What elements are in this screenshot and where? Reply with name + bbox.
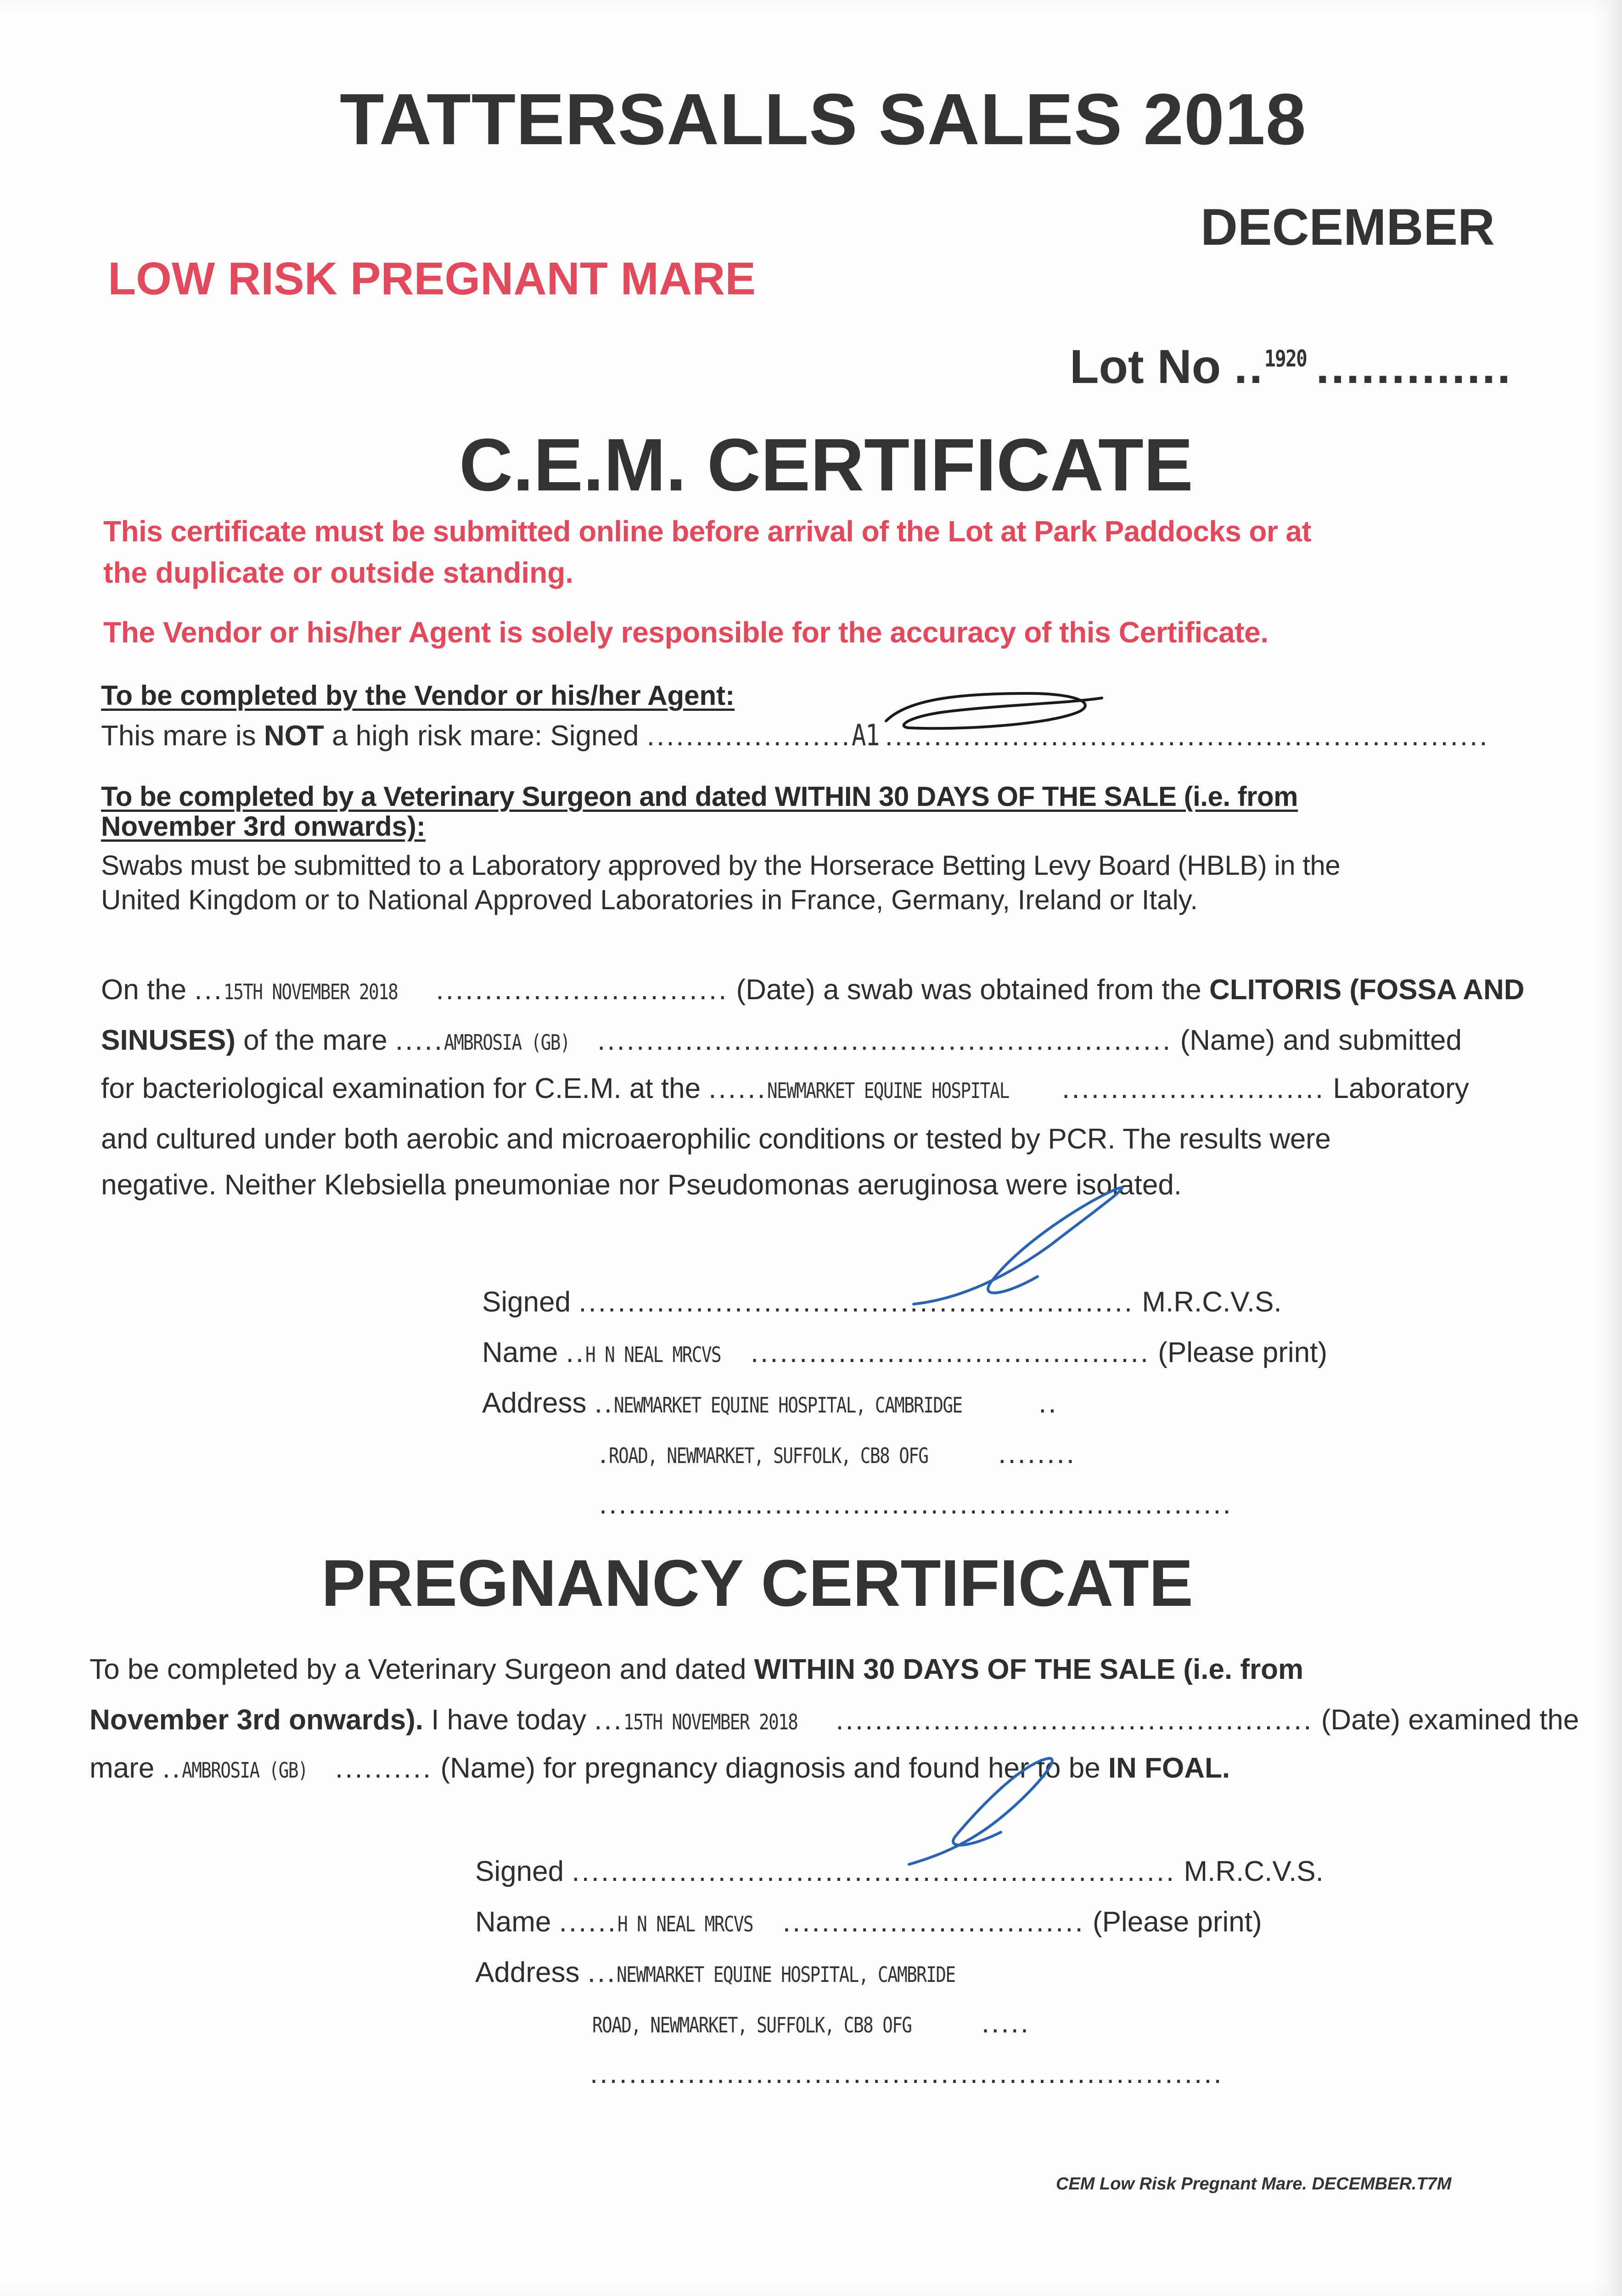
vendor-statement: This mare is NOT a high risk mare: Signed .....................A1 .............................................................. — [101, 719, 1489, 753]
cem-name-line: Name ..H N NEAL MRCVS ......................................... (Please print) — [482, 1337, 1327, 1368]
pregnancy-name-line: Name ......H N NEAL MRCVS ............................... (Please print) — [475, 1906, 1262, 1938]
date-clause: (Date) a swab was obtained from the — [736, 974, 1201, 1006]
laboratory-label: Laboratory — [1333, 1073, 1469, 1104]
swab-date-line: On the ...15TH NOVEMBER 2018 .............................. (Date) a swab was obtained from the CLITORIS (FOSSA AND — [101, 974, 1525, 1006]
mare-category: LOW RISK PREGNANT MARE — [108, 253, 756, 304]
cultured-text-2: negative. Neither Klebsiella pneumoniae nor Pseudomonas aeruginosa were isolated. — [101, 1169, 1182, 1201]
exam-date: 15TH NOVEMBER 2018 — [623, 1710, 798, 1734]
pregnancy-address-label: Address — [475, 1957, 580, 1988]
swabs-instruction-1: Swabs must be submitted to a Laboratory approved by the Horserace Betting Levy Board (HBLB) in the — [101, 850, 1341, 881]
pregnancy-mrcvs-label: M.R.C.V.S. — [1184, 1856, 1324, 1887]
pregnancy-within-text: WITHIN 30 DAYS OF THE SALE (i.e. from — [754, 1654, 1304, 1685]
footer-form-code: CEM Low Risk Pregnant Mare. DECEMBER.T7M — [1056, 2174, 1452, 2194]
vendor-initials: A1 — [851, 719, 879, 753]
pregnancy-november-text: November 3rd onwards). — [90, 1704, 423, 1736]
vendor-section-heading: To be completed by the Vendor or his/her Agent: — [101, 680, 735, 711]
pregnancy-address-line-1: Address ...NEWMARKET EQUINE HOSPITAL, CAMBRIDE — [475, 1957, 955, 1988]
of-the-mare-label: of the mare — [243, 1024, 387, 1056]
pregnancy-heading: PREGNANCY CERTIFICATE — [321, 1546, 1193, 1620]
cem-vet-name: H N NEAL MRCVS — [585, 1342, 721, 1367]
vendor-statement-text: This mare is — [101, 720, 264, 752]
pregnancy-address-blank-line: ................................................................. — [590, 2058, 1224, 2089]
in-foal-text: IN FOAL. — [1108, 1752, 1230, 1784]
pregnancy-address-line-2: ROAD, NEWMARKET, SUFFOLK, CB8 OFG ..... — [592, 2007, 1031, 2039]
cem-signed-line: Signed ......................................................... M.R.C.V.S. — [482, 1286, 1282, 1318]
pregnancy-date-clause: (Date) examined the — [1321, 1704, 1579, 1736]
cem-signed-label: Signed — [482, 1286, 571, 1318]
pregnancy-intro-line-2: November 3rd onwards). I have today ...15TH NOVEMBER 2018 ................................................. (Date) examined the — [90, 1704, 1579, 1736]
cem-please-print: (Please print) — [1158, 1337, 1327, 1368]
pregnancy-name-label: Name — [475, 1906, 551, 1938]
lot-number: 1920 — [1264, 345, 1307, 372]
document-title: TATTERSALLS SALES 2018 — [340, 79, 1307, 160]
pregnancy-mare-line: mare ..AMBROSIA (GB) .......... (Name) for pregnancy diagnosis and found her to be IN FOAL. — [90, 1752, 1230, 1784]
vendor-signed-label: a high risk mare: Signed — [324, 720, 639, 752]
bacterio-text: for bacteriological examination for C.E.M. at the — [101, 1073, 701, 1104]
pregnancy-address-1: NEWMARKET EQUINE HOSPITAL, CAMBRIDE — [617, 1962, 955, 1987]
cem-name-label: Name — [482, 1337, 558, 1368]
vendor-signature — [881, 684, 1120, 739]
submission-warning-line-2: the duplicate or outside standing. — [103, 556, 574, 589]
pregnancy-i-have-today: I have today — [423, 1704, 586, 1736]
pregnancy-intro-line-1 — [90, 1653, 1303, 1686]
pregnancy-mare-name: AMBROSIA (GB) — [181, 1758, 308, 1783]
pregnancy-signed-label: Signed — [475, 1856, 564, 1887]
cem-address-blank-line: ................................................................. — [599, 1488, 1233, 1520]
cem-address-1: NEWMARKET EQUINE HOSPITAL, CAMBRIDGE — [614, 1393, 962, 1418]
vet-section-heading-1: To be completed by a Veterinary Surgeon and dated WITHIN 30 DAYS OF THE SALE (i.e. from — [101, 781, 1298, 812]
pregnancy-mare-label: mare — [90, 1752, 155, 1784]
pregnancy-vet-name: H N NEAL MRCVS — [617, 1912, 753, 1936]
clitoris-text: CLITORIS (FOSSA AND — [1209, 974, 1525, 1006]
cem-mare-name: AMBROSIA (GB) — [444, 1030, 570, 1055]
sinuses-text: SINUSES) — [101, 1024, 236, 1056]
pregnancy-address-2: ROAD, NEWMARKET, SUFFOLK, CB8 OFG — [592, 2013, 912, 2037]
swabs-instruction-2: United Kingdom or to National Approved Laboratories in France, Germany, Ireland or Italy. — [101, 884, 1198, 915]
lab-name: NEWMARKET EQUINE HOSPITAL — [767, 1078, 1009, 1103]
pregnancy-intro-text: To be completed by a Veterinary Surgeon and dated — [90, 1654, 746, 1685]
lot-label: Lot No — [1070, 340, 1221, 394]
lot-number-line: Lot No ..1920 ............. — [1070, 340, 1512, 394]
swab-date: 15TH NOVEMBER 2018 — [224, 979, 398, 1004]
name-clause: (Name) and submitted — [1180, 1024, 1462, 1056]
laboratory-line: for bacteriological examination for C.E.M. at the ......NEWMARKET EQUINE HOSPITAL ........................... Laboratory — [101, 1073, 1469, 1104]
cem-mrcvs-label: M.R.C.V.S. — [1142, 1286, 1282, 1318]
vet-section-heading-2: November 3rd onwards): — [101, 811, 426, 842]
pregnancy-name-clause: (Name) for pregnancy diagnosis and found her to be — [440, 1752, 1100, 1784]
pregnancy-signed-line: Signed .............................................................. M.R.C.V.S. — [475, 1856, 1324, 1887]
mare-name-line: SINUSES) of the mare .....AMBROSIA (GB) ........................................................... (Name) and submitted — [101, 1024, 1462, 1056]
sale-month: DECEMBER — [1201, 198, 1495, 256]
submission-warning-line-1: This certificate must be submitted online before arrival of the Lot at Park Paddocks or at — [103, 515, 1312, 548]
accuracy-warning: The Vendor or his/her Agent is solely responsible for the accuracy of this Certificate. — [103, 616, 1268, 649]
cem-address-line-1: Address ..NEWMARKET EQUINE HOSPITAL, CAMBRIDGE .. — [482, 1387, 1058, 1419]
cem-address-2: ROAD, NEWMARKET, SUFFOLK, CB8 OFG — [609, 1443, 928, 1468]
cem-heading: C.E.M. CERTIFICATE — [459, 423, 1193, 506]
vendor-statement-not: NOT — [264, 720, 324, 752]
on-the-label: On the — [101, 974, 187, 1006]
pregnancy-please-print: (Please print) — [1092, 1906, 1262, 1938]
cem-address-line-2: .ROAD, NEWMARKET, SUFFOLK, CB8 OFG ........ — [599, 1438, 1076, 1469]
cultured-text-1: and cultured under both aerobic and microaerophilic conditions or tested by PCR. The results were — [101, 1123, 1331, 1155]
cem-address-label: Address — [482, 1387, 587, 1419]
